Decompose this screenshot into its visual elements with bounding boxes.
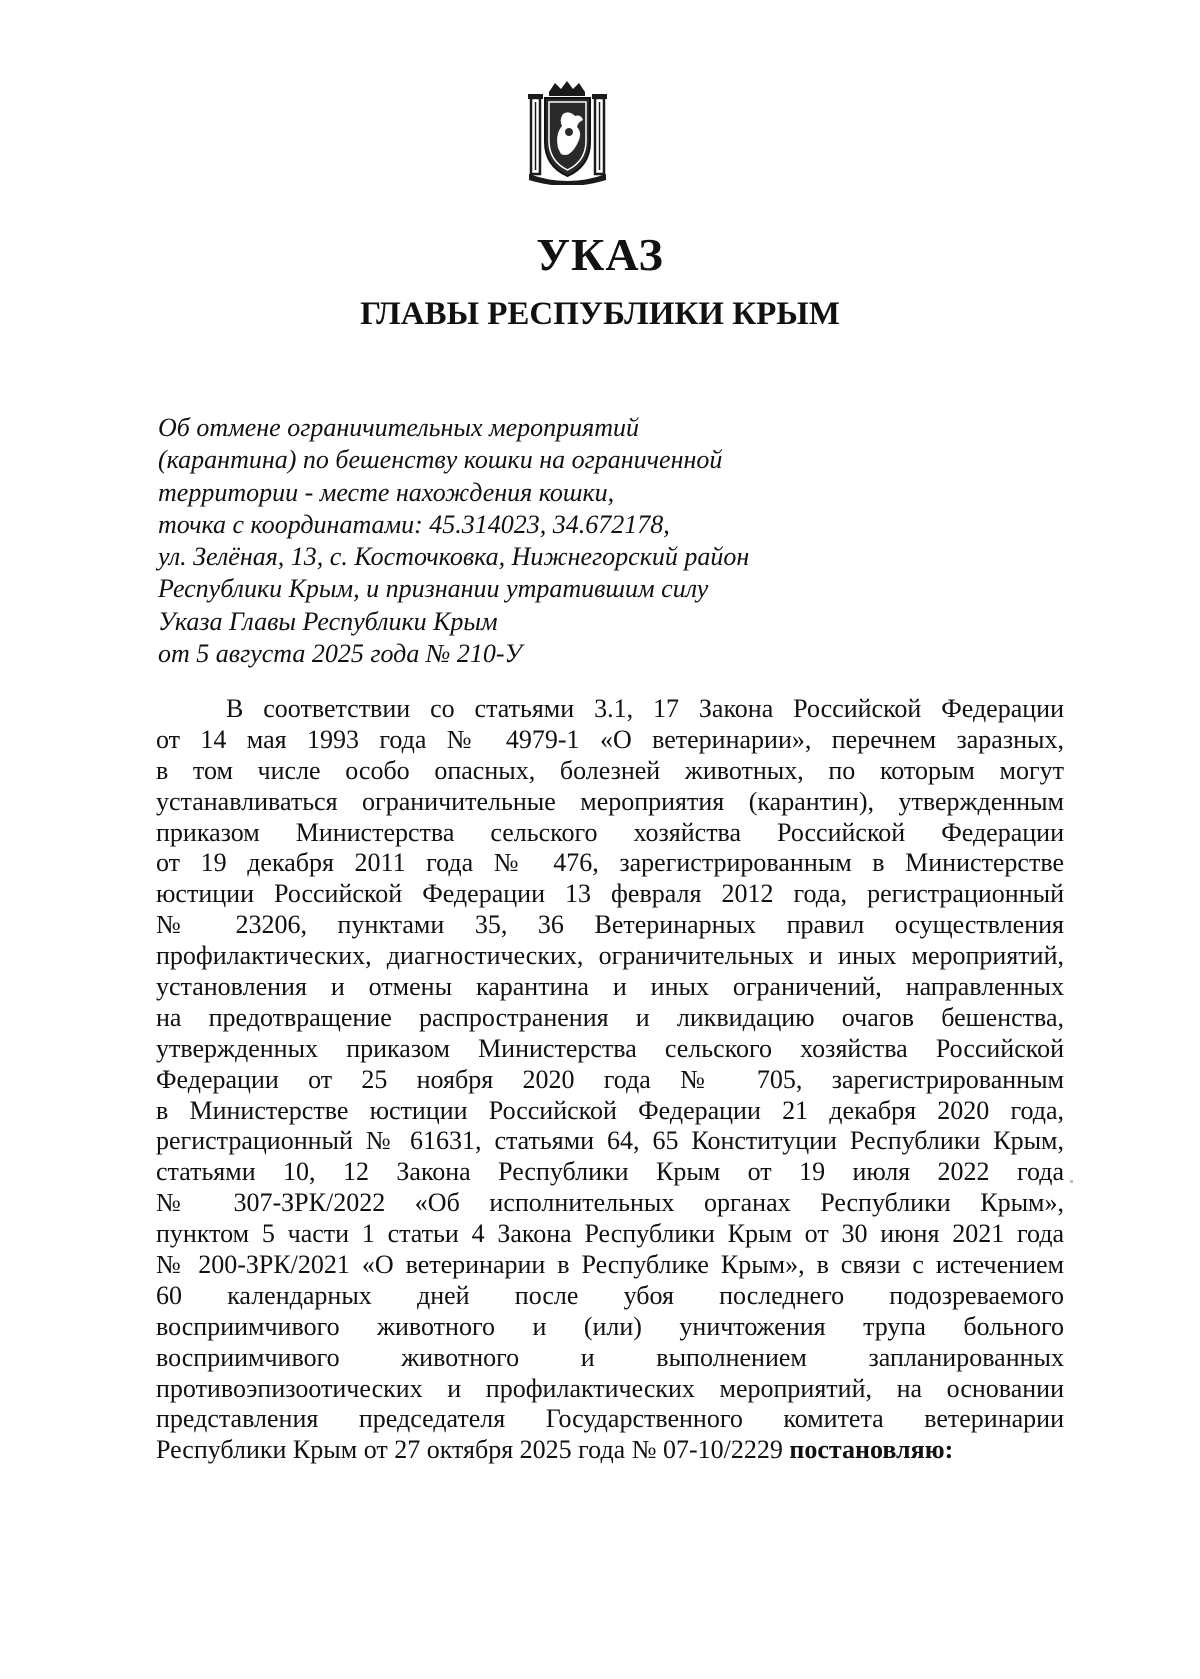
body-line: утвержденных приказом Министерства сельского хозяйства Российской [156,1033,1064,1063]
body-line: восприимчивого животного и (или) уничтожения трупа больного [156,1311,1064,1341]
body-line: в том числе особо опасных, болезней животных, по которым могут [156,755,1064,785]
body-line: Федерации от 25 ноября 2020 года № 705, зарегистрированным [156,1064,1064,1094]
document-title: УКАЗ [536,229,664,280]
body-line: в Министерстве юстиции Российской Федерации 21 декабря 2020 года, [156,1095,1064,1125]
body-line: приказом Министерства сельского хозяйства Российской Федерации [156,817,1064,847]
body-line: № 23206, пунктами 35, 36 Ветеринарных правил осуществления [156,910,1064,940]
preamble-paragraph [156,694,1064,1466]
body-line: 60 календарных дней после убоя последнего подозреваемого [156,1280,1064,1310]
body-line: представления председателя Государственного комитета ветеринарии [156,1404,1064,1434]
subject-line: от 5 августа 2025 года № 210-У [158,639,522,669]
subject-line: территории - месте нахождения кошки, [158,477,615,507]
body-line: регистрационный № 61631, статьями 64, 65 Конституции Республики Крым, [156,1126,1064,1156]
body-line: от 19 декабря 2011 года № 476, зарегистрированным в Министерстве [156,848,1064,878]
body-line-last [156,1435,1064,1466]
body-line: противоэпизоотических и профилактических мероприятий, на основании [156,1373,1064,1403]
body-line: № 200-ЗРК/2021 «О ветеринарии в Республике Крым», в связи с истечением [156,1250,1064,1280]
subject-line: Указа Главы Республики Крым [158,606,498,636]
body-line: В соответствии со статьями 3.1, 17 Закона Российской Федерации [226,694,1064,723]
body-line-text: Республики Крым от 27 октября 2025 года № 07-10/2229 [156,1435,790,1465]
decree-word: постановляю: [789,1435,954,1465]
body-line: № 307-ЗРК/2022 «Об исполнительных органах Республики Крым», [156,1188,1064,1218]
body-line: восприимчивого животного и выполнением запланированных [156,1342,1064,1372]
subject-line: точка с координатами: 45.314023, 34.672178, [158,509,670,539]
document-subject [158,412,858,670]
subject-line: (карантина) по бешенству кошки на ограниченной [158,445,723,475]
document-subtitle: ГЛАВЫ РЕСПУБЛИКИ КРЫМ [360,296,840,332]
scan-speck [1070,1180,1073,1183]
body-line: установления и отмены карантина и иных ограничений, направленных [156,972,1064,1002]
body-line: пунктом 5 части 1 статьи 4 Закона Республики Крым от 30 июня 2021 года [156,1219,1064,1249]
body-line: профилактических, диагностических, ограничительных и иных мероприятий, [156,941,1064,971]
body-line: устанавливаться ограничительные мероприятия (карантин), утвержденным [156,786,1064,816]
subject-line: Республики Крым, и признании утратившим силу [158,574,709,604]
body-line: на предотвращение распространения и ликвидацию очагов бешенства, [156,1002,1064,1032]
body-line: статьями 10, 12 Закона Республики Крым от 19 июля 2022 года [156,1157,1064,1187]
body-line: от 14 мая 1993 года № 4979-1 «О ветеринарии», перечнем заразных, [156,724,1064,754]
body-line: юстиции Российской Федерации 13 февраля 2012 года, регистрационный [156,879,1064,909]
subject-line: ул. Зелёная, 13, с. Косточковка, Нижнегорский район [158,542,750,572]
subject-line: Об отмене ограничительных мероприятий [158,413,640,442]
crimea-coat-of-arms-icon [525,80,610,185]
